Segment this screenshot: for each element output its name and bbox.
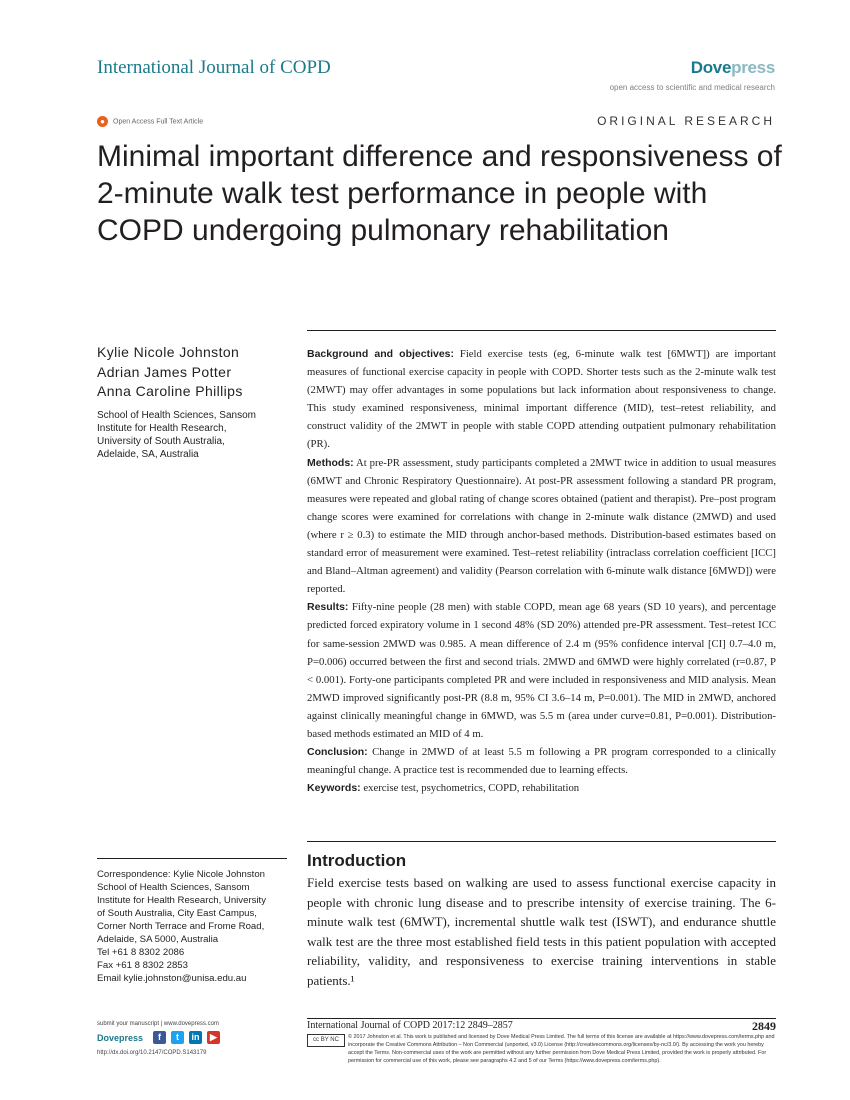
correspondence-email[interactable]: Email kylie.johnston@unisa.edu.au <box>97 973 247 984</box>
introduction-divider <box>307 841 776 842</box>
open-access-row <box>97 113 203 125</box>
doi-link[interactable]: http://dx.doi.org/10.2147/COPD.S143179 <box>97 1050 207 1056</box>
abstract-conclusion-label: Conclusion: <box>307 746 368 759</box>
abstract-keywords-text: exercise test, psychometrics, COPD, rehabilitation <box>363 782 580 795</box>
abstract-background <box>307 345 776 454</box>
creative-commons-badge: cc BY NC <box>307 1034 345 1047</box>
footer-citation: International Journal of COPD 2017:12 2849–2857 <box>307 1020 513 1031</box>
affiliation-line: Adelaide, SA, Australia <box>97 449 199 460</box>
abstract <box>307 345 776 797</box>
author-name: Kylie Nicole Johnston <box>97 344 240 360</box>
publisher-tagline: open access to scientific and medical research <box>609 83 775 92</box>
author-name: Anna Caroline Phillips <box>97 383 243 399</box>
correspondence-line: Correspondence: Kylie Nicole Johnston <box>97 869 265 880</box>
facebook-icon[interactable]: f <box>153 1031 166 1044</box>
title-divider <box>307 330 776 331</box>
correspondence-line: School of Health Sciences, Sansom <box>97 882 250 893</box>
affiliation-line: Institute for Health Research, <box>97 423 227 434</box>
correspondence-line: of South Australia, City East Campus, <box>97 908 257 919</box>
correspondence-block <box>97 868 292 985</box>
abstract-methods-label: Methods: <box>307 456 354 469</box>
license-text: © 2017 Johnston et al. This work is published and licensed by Dove Medical Press Limited. The full terms of this license are available at https://www.dovepress.com/terms.php and incorporate the Creative Commons Attribution – Non Commercial (unported, v3.0) License (http://creativecommons.org/licenses/by-nc/3.0/). By accessing the work you hereby accept the Terms. Non-commercial uses of the work are permitted without any further permission from Dove Medical Press Limited, provided the work is properly attributed. For permission for commercial use of this work, please see paragraphs 4.2 and 5 of our Terms (https://www.dovepress.com/terms.php). <box>348 1034 775 1065</box>
article-title: Minimal important difference and responsiveness of 2-minute walk test performance in people with COPD undergoing pulmonary rehabilitation <box>97 140 782 247</box>
correspondence-line: Adelaide, SA 5000, Australia <box>97 934 219 945</box>
author-name: Adrian James Potter <box>97 363 232 380</box>
abstract-conclusion <box>307 743 776 779</box>
correspondence-line: Corner North Terrace and Frome Road, <box>97 921 265 932</box>
author-affiliation <box>97 409 287 461</box>
abstract-keywords-label: Keywords: <box>307 782 361 795</box>
twitter-icon[interactable]: t <box>171 1031 184 1044</box>
abstract-results-label: Results: <box>307 601 349 614</box>
article-type: ORIGINAL RESEARCH <box>597 114 775 128</box>
correspondence-line: Fax +61 8 8302 2853 <box>97 960 188 971</box>
footer-dovepress-logo[interactable]: Dovepress <box>97 1032 144 1043</box>
introduction-text: Field exercise tests based on walking are used to assess functional exercise capacity in people with chronic lung disease and to prescribe intensity of exercise training. The 6-minute walk test (6MWT), incremental shuttle walk test (ISWT), and endurance shuttle walk test are the three most established field tests in this patient population with accepted reliability, validity, and responsiveness to exercise training interventions in stable patients.¹ <box>307 875 776 988</box>
abstract-conclusion-text: Change in 2MWD of at least 5.5 m following a PR program corresponded to a clinically meaningful change. A practice test is recommended due to learning effects. <box>307 746 776 777</box>
abstract-background-label: Background and objectives: <box>307 348 455 360</box>
abstract-methods <box>307 454 776 599</box>
journal-name: International Journal of COPD <box>97 57 331 78</box>
youtube-icon[interactable]: ▶ <box>207 1031 220 1044</box>
correspondence-divider <box>97 858 287 859</box>
linkedin-icon[interactable]: in <box>189 1031 202 1044</box>
publisher-logo-lite: press <box>731 58 775 77</box>
author-list <box>97 343 287 402</box>
correspondence-line: Tel +61 8 8302 2086 <box>97 947 185 958</box>
abstract-methods-text: At pre-PR assessment, study participants completed a 2MWT twice in addition to usual measures (6MWT and Chronic Respiratory Questionnaire). At post-PR assessment following a standard PR program, measures were repeated and global rating of change scores obtained (patient and therapist). Pre–post program change scores were examined for correlations with change in 2-minute walk distance (2MWD) and used (where r ≥ 0.3) to estimate the MID through anchor-based methods. Distribution-based estimates based on standard error of measurement were examined. Test–retest reliability (intraclass correlation coefficient [ICC] and Bland–Altman agreement) and validity (Pearson correlation with 6-minute walk distance [6MWD]) were reported. <box>307 456 777 596</box>
abstract-background-text: Field exercise tests (eg, 6-minute walk test [6MWT]) are important measures of functional exercise capacity in people with COPD. Shorter tests such as the 2-minute walk test (2MWT) may offer advantages in some populations but lack information about responsiveness to change. This study examined responsiveness, minimal important difference (MID), test–retest reliability, and construct validity of the 2MWT in people with stable COPD attending outpatient pulmonary rehabilitation (PR). <box>307 348 776 451</box>
publisher-logo-main: Dove <box>690 58 732 77</box>
submit-manuscript-link[interactable]: submit your manuscript | www.dovepress.com <box>97 1021 219 1027</box>
footer-left <box>97 1021 292 1056</box>
abstract-results-text: Fifty-nine people (28 men) with stable COPD, mean age 68 years (SD 10 years), and percentage predicted forced expiratory volume in 1 second 48% (SD 20%) attended pre-PR assessment. Test–retest ICC for same-session 2MWD was 0.985. A mean difference of 2.4 m (95% confidence interval [CI] 0.7–4.0 m, P=0.006) occurred between the first and second trials. 2MWD and 6MWD were highly correlated (r=0.87, P < 0.001). Forty-one participants completed PR and were included in responsiveness and MID analysis. Mean 2MWD improved significantly post-PR (8.8 m, 95% CI 3.6–14 m, P=0.001). The MID in 2MWD, anchored against clinically meaningful change in 6MWD, was 5.5 m (area under curve=0.81, P=0.001). Distribution-based methods estimated an MID of 4 m. <box>307 601 776 740</box>
correspondence-line: Institute for Health Research, University <box>97 895 267 906</box>
open-access-label: Open Access Full Text Article <box>113 118 204 126</box>
introduction-heading: Introduction <box>307 851 407 870</box>
affiliation-line: School of Health Sciences, Sansom <box>97 410 256 421</box>
affiliation-line: University of South Australia, <box>97 436 225 447</box>
page-number: 2849 <box>752 1019 776 1033</box>
open-access-lock-icon: ● <box>97 116 108 127</box>
footer-logo-row <box>97 1031 292 1047</box>
abstract-results <box>307 598 776 743</box>
abstract-keywords <box>307 779 776 797</box>
publisher-logo[interactable] <box>680 58 775 78</box>
